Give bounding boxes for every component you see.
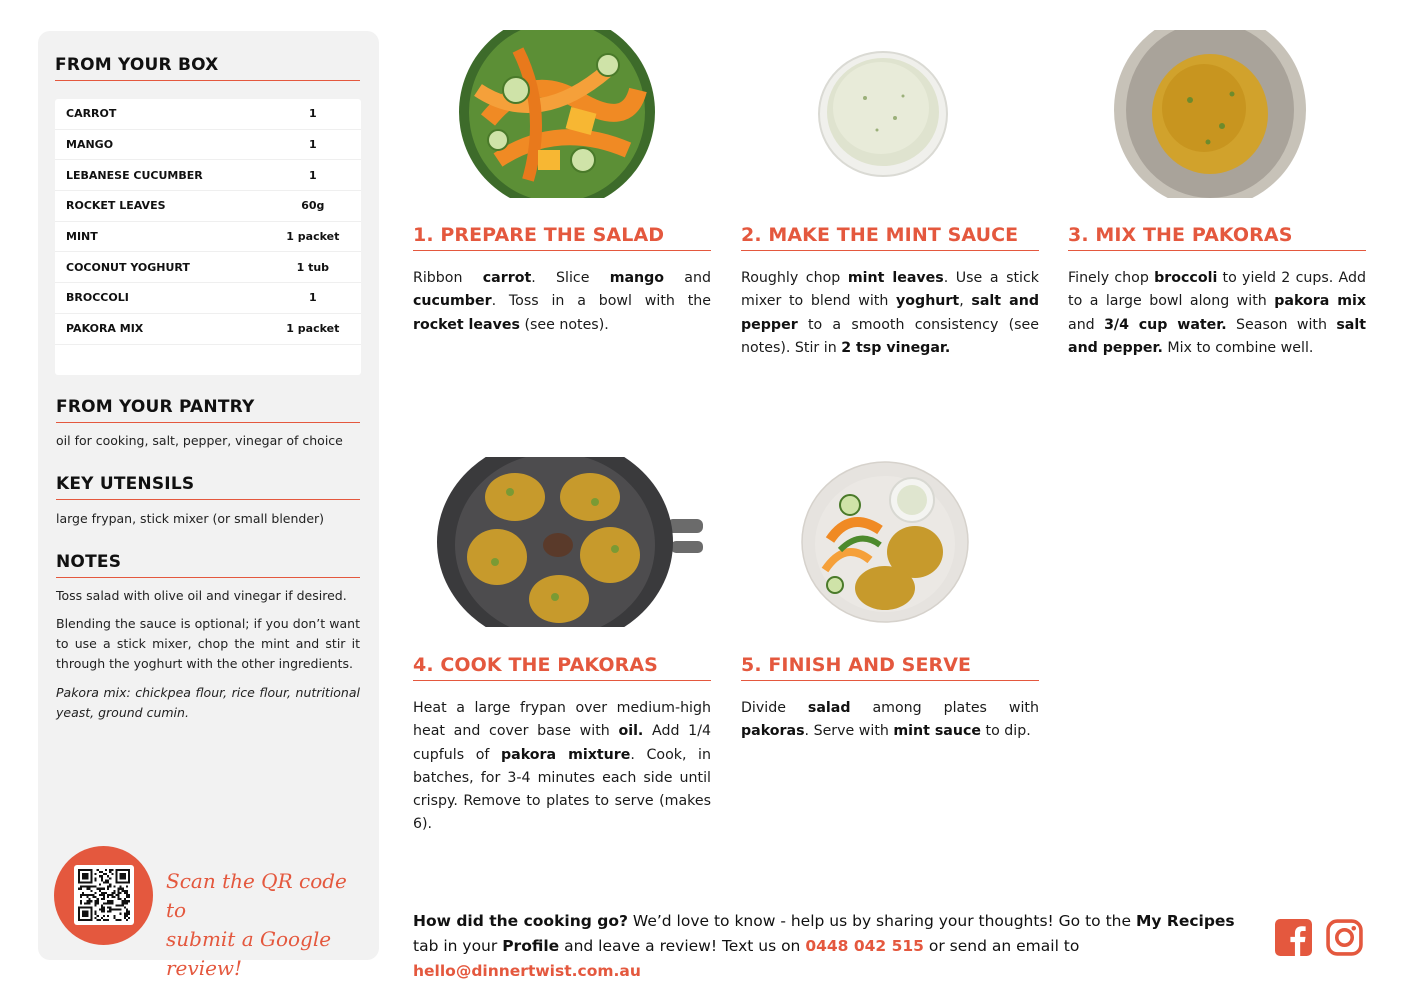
ingredient-qty: 1 tub bbox=[296, 260, 330, 274]
ingredient-highlight: 3/4 cup water. bbox=[1104, 316, 1227, 333]
ingredient-qty: 1 bbox=[309, 107, 317, 121]
step-2-body bbox=[741, 267, 1039, 360]
ingredient-qty: 1 bbox=[309, 138, 317, 152]
facebook-icon[interactable] bbox=[1275, 919, 1312, 956]
ingredient-highlight: broccoli bbox=[1154, 270, 1218, 286]
salad-bowl-photo bbox=[458, 30, 656, 198]
step-text: . Cook, in batches, for 3-4 minutes each side until crispy. Remove to plates to serve (makes 6). bbox=[413, 746, 711, 833]
ingredient-highlight: salt and pepper. bbox=[1068, 316, 1367, 356]
ingredient-row bbox=[55, 283, 361, 314]
email-link[interactable]: hello@dinnertwist.com.au bbox=[413, 962, 641, 980]
ingredient-highlight: yoghurt bbox=[896, 293, 960, 310]
step-text: Heat a large frypan over medium-high heat and cover base with bbox=[413, 700, 711, 740]
step-3-title: 3. MIX THE PAKORAS bbox=[1068, 224, 1366, 251]
ingredient-highlight: salt and pepper bbox=[741, 293, 1039, 333]
step-4-title: 4. COOK THE PAKORAS bbox=[413, 654, 711, 681]
note-item: Toss salad with olive oil and vinegar if desired. bbox=[56, 588, 347, 603]
ingredient-highlight: rocket leaves bbox=[413, 316, 520, 333]
ingredient-qty: 1 bbox=[309, 168, 317, 182]
step-text: to yield 2 cups. Add to a large bowl along with bbox=[1068, 270, 1366, 310]
key-utensils-heading: KEY UTENSILS bbox=[56, 474, 360, 500]
step-text: Finely chop bbox=[1068, 270, 1155, 286]
utensils-text: large frypan, stick mixer (or small blender) bbox=[56, 511, 325, 526]
ingredient-name: MINT bbox=[66, 230, 98, 244]
review-footer bbox=[413, 909, 1263, 984]
ingredient-highlight: mint leaves bbox=[847, 270, 944, 286]
qr-caption bbox=[166, 867, 366, 983]
qr-code[interactable] bbox=[74, 865, 134, 925]
step-text: Divide bbox=[741, 700, 808, 716]
ingredient-highlight: pakora mix bbox=[1274, 293, 1366, 310]
ingredient-name: PAKORA MIX bbox=[66, 322, 144, 336]
ingredient-highlight: oil. bbox=[618, 723, 644, 740]
my-recipes-label: My Recipes bbox=[1135, 912, 1235, 930]
ingredient-row bbox=[55, 191, 361, 222]
pantry-text: oil for cooking, salt, pepper, vinegar of choice bbox=[56, 433, 343, 448]
frypan-photo bbox=[435, 457, 703, 627]
ingredient-highlight: pakoras bbox=[741, 723, 805, 740]
footer-text: and leave a review! Text us on bbox=[559, 937, 806, 955]
step-text: Mix to combine well. bbox=[1162, 339, 1314, 356]
ingredient-highlight: mango bbox=[609, 270, 665, 286]
notes-heading: NOTES bbox=[56, 552, 360, 578]
step-2-title: 2. MAKE THE MINT SAUCE bbox=[741, 224, 1039, 251]
footer-question: How did the cooking go? bbox=[413, 912, 628, 930]
qr-caption-line: Scan the QR code to bbox=[166, 869, 347, 922]
note-item: Blending the sauce is optional; if you don’t want to use a stick mixer, chop the mint and stir it through the yoghurt with the other ingredients. bbox=[56, 616, 360, 671]
ingredient-qty: 60g bbox=[301, 199, 325, 213]
ingredient-name: COCONUT YOGHURT bbox=[66, 260, 190, 274]
ingredient-row bbox=[55, 99, 361, 130]
profile-label: Profile bbox=[502, 937, 560, 955]
step-text: . Serve with bbox=[804, 723, 894, 740]
ingredient-highlight: pakora mixture bbox=[500, 746, 631, 763]
ingredient-row bbox=[55, 130, 361, 161]
ingredient-name: BROCCOLI bbox=[66, 291, 129, 305]
step-text: Ribbon bbox=[413, 270, 483, 286]
ingredient-name: LEBANESE CUCUMBER bbox=[66, 168, 203, 182]
ingredient-row bbox=[55, 314, 361, 345]
step-1-body bbox=[413, 267, 711, 337]
plated-dish-photo bbox=[800, 460, 970, 624]
step-5-title: 5. FINISH AND SERVE bbox=[741, 654, 1039, 681]
step-text: . Use a stick mixer to blend with bbox=[741, 270, 1040, 310]
ingredient-highlight: mint sauce bbox=[893, 723, 982, 740]
ingredient-qty: 1 packet bbox=[286, 322, 340, 336]
step-text: . Slice bbox=[531, 270, 610, 286]
pakora-mix-photo bbox=[1112, 30, 1308, 198]
footer-text: We’d love to know - help us by sharing your thoughts! Go to the bbox=[627, 912, 1136, 930]
ingredient-highlight: 2 tsp vinegar. bbox=[841, 339, 951, 356]
step-text: Season with bbox=[1226, 316, 1337, 333]
ingredient-name: MANGO bbox=[66, 138, 114, 152]
qr-caption-line: submit a Google review! bbox=[166, 927, 332, 980]
ingredient-row bbox=[55, 160, 361, 191]
qr-badge bbox=[54, 846, 153, 945]
ingredient-name: CARROT bbox=[66, 107, 117, 121]
step-text: , bbox=[959, 293, 972, 310]
mint-sauce-photo bbox=[815, 48, 951, 180]
ingredients-sidebar bbox=[38, 31, 379, 980]
ingredient-highlight: cucumber bbox=[413, 293, 492, 310]
step-5-body bbox=[741, 697, 1039, 744]
footer-text: or send an email to bbox=[923, 937, 1080, 955]
step-4-body bbox=[413, 697, 711, 837]
ingredient-highlight: carrot bbox=[482, 270, 532, 286]
footer-text: tab in your bbox=[413, 937, 503, 955]
step-text: and bbox=[1068, 316, 1105, 333]
instagram-icon[interactable] bbox=[1326, 919, 1363, 956]
step-text: to a smooth consistency (see notes). Stir in bbox=[741, 316, 1039, 356]
step-text: and bbox=[664, 270, 712, 286]
step-text: among plates with bbox=[850, 700, 1039, 716]
ingredient-name: ROCKET LEAVES bbox=[66, 199, 166, 213]
step-1-title: 1. PREPARE THE SALAD bbox=[413, 224, 711, 251]
step-text: Add 1/4 cupfuls of bbox=[413, 723, 711, 763]
ingredient-qty: 1 packet bbox=[286, 230, 340, 244]
from-your-pantry-heading: FROM YOUR PANTRY bbox=[56, 397, 360, 423]
step-text: (see notes). bbox=[519, 316, 609, 333]
ingredient-qty: 1 bbox=[309, 291, 317, 305]
note-item: Pakora mix: chickpea flour, rice flour, nutritional yeast, ground cumin. bbox=[56, 685, 360, 720]
ingredient-highlight: salad bbox=[807, 700, 851, 716]
step-text: . Toss in a bowl with the bbox=[491, 293, 711, 310]
ingredient-row bbox=[55, 252, 361, 283]
step-text: to dip. bbox=[981, 723, 1031, 740]
ingredients-table bbox=[55, 99, 361, 375]
step-text: Roughly chop bbox=[741, 270, 848, 286]
step-3-body bbox=[1068, 267, 1366, 360]
from-your-box-heading: FROM YOUR BOX bbox=[55, 55, 360, 81]
phone-link[interactable]: 0448 042 515 bbox=[805, 937, 924, 955]
ingredient-row bbox=[55, 222, 361, 253]
